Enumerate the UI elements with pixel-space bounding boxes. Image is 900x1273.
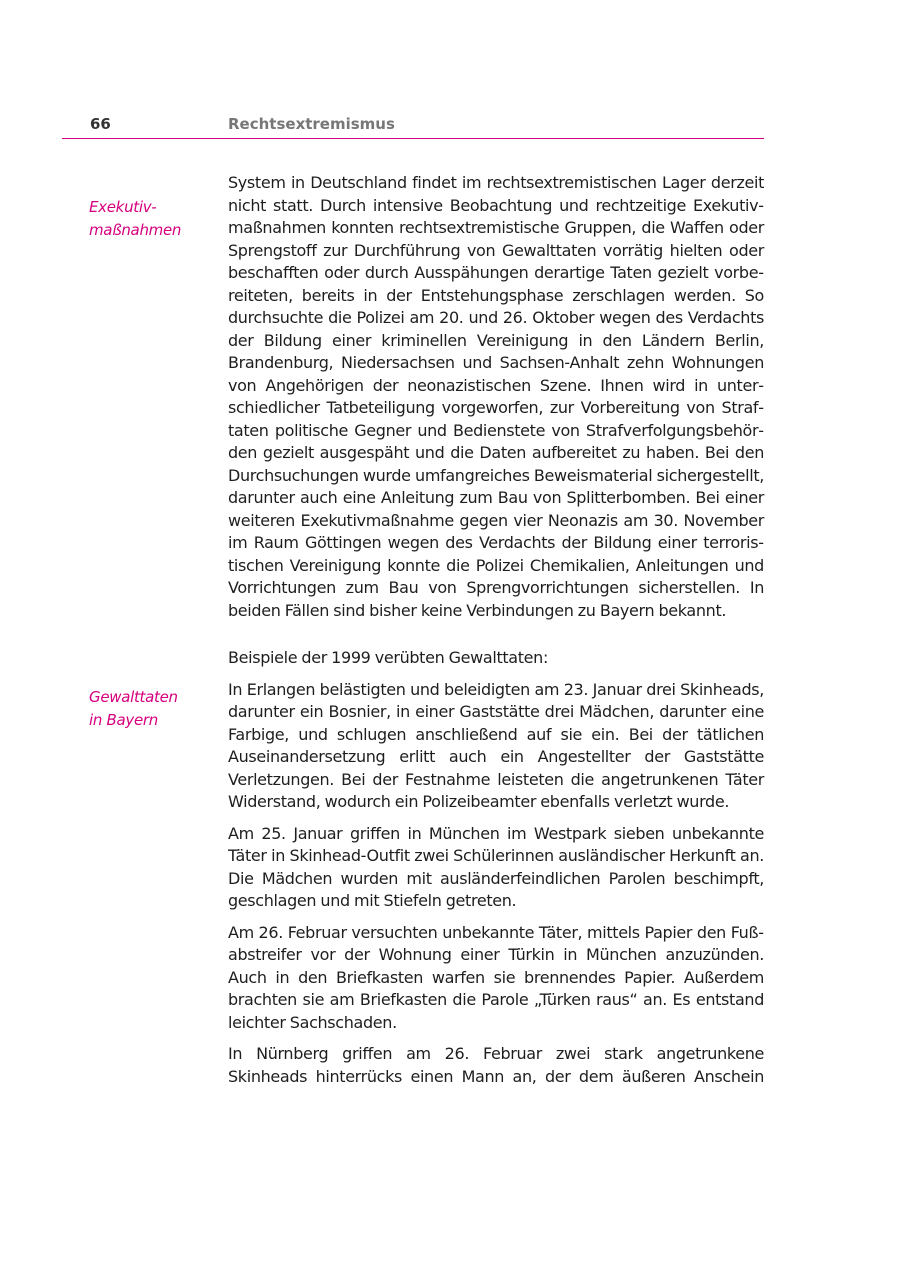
margin-note-line: in Bayern xyxy=(89,710,159,729)
paragraph-examples-intro: Beispiele der 1999 verübten Gewalttaten: xyxy=(228,648,549,667)
margin-note-line: maßnahmen xyxy=(89,220,182,239)
margin-note-exekutivmassnahmen xyxy=(89,196,214,241)
body-text xyxy=(228,172,764,1097)
page-header xyxy=(62,114,764,139)
paragraph-erlangen: In Erlangen belästigten und beleidigten am 23. Januar drei Skinheads, darunter ein Bosnier, in einer Gaststätte drei Mädchen, darunter eine Farbige, und schlugen anschließend auf sie ein. Bei der tätlichen Auseinandersetzung erlitt auch ein Angestellter der Gaststätte Verletzungen. Bei der Festnahme leisteten die angetrunkenen Täter Widerstand, wodurch ein Polizeibeamter ebenfalls verletzt wurde. xyxy=(228,679,764,811)
paragraph-muenchen-westpark: Am 25. Januar griffen in München im Westpark sieben unbekannte Täter in Skinhead-Outfit zwei Schülerinnen ausländischer Herkunft an. Die Mädchen wurden mit ausländerfeindlichen Parolen beschimpft, geschlagen und mit Stiefeln getreten. xyxy=(228,823,764,910)
paragraph-executive-measures: System in Deutschland findet im rechtsextremistischen Lager derzeit nicht statt. Durch intensive Beobachtung und rechtzeitige Exekutivmaßnahmen konnten rechtsextremistische Gruppen, die Waffen oder Sprengstoff zur Durchführung von Gewalttaten vorrätig hielten oder beschafften oder durch Ausspähungen derartige Taten gezielt vorbereiteten, bereits in der Entstehungsphase zerschlagen werden. So durchsuchte die Polizei am 20. und 26. Oktober wegen des Verdachts der Bildung einer kriminellen Vereinigung in den Ländern Berlin, Brandenburg, Niedersachsen und Sachsen-Anhalt zehn Wohnungen von Angehörigen der neonazistischen Szene. Ihnen wird in unterschiedlicher Tatbeteiligung vorgeworfen, zur Vorbereitung von Straftaten politische Gegner und Bedienstete von Strafverfolgungsbehörden gezielt ausgespäht und die Daten aufbereitet zu haben. Bei den Durchsuchungen wurde umfangreiches Beweismaterial sichergestellt, darunter auch eine Anleitung zum Bau von Splitterbomben. Bei einer weiteren Exekutivmaßnahme gegen vier Neonazis am 30. November im Raum Göttingen wegen des Verdachts der Bildung einer terroristischen Vereinigung konnte die Polizei Chemikalien, Anleitungen und Vorrichtungen zum Bau von Sprengvorrichtungen sicherstellen. In beiden Fällen sind bisher keine Verbindungen zu Bayern bekannt. xyxy=(228,173,764,620)
page-number: 66 xyxy=(90,115,111,133)
margin-note-line: Exekutiv- xyxy=(89,198,157,216)
margin-note-gewalttaten xyxy=(89,686,214,731)
paragraph-fussabstreifer: Am 26. Februar versuchten unbekannte Täter, mittels Papier den Fußabstreifer vor der Wohnung einer Türkin in München anzuzünden. Auch in den Briefkasten warfen sie brennendes Papier. Außerdem brachten sie am Briefkasten die Parole „Türken raus“ an. Es entstand leichter Sachschaden. xyxy=(228,922,764,1032)
margin-note-line: Gewalttaten xyxy=(89,688,178,706)
running-title: Rechtsextremismus xyxy=(228,115,395,133)
paragraph-nuernberg: In Nürnberg griffen am 26. Februar zwei stark angetrunkene Skinheads hinterrücks einen Mann an, der dem äußeren Anschein xyxy=(228,1044,764,1086)
